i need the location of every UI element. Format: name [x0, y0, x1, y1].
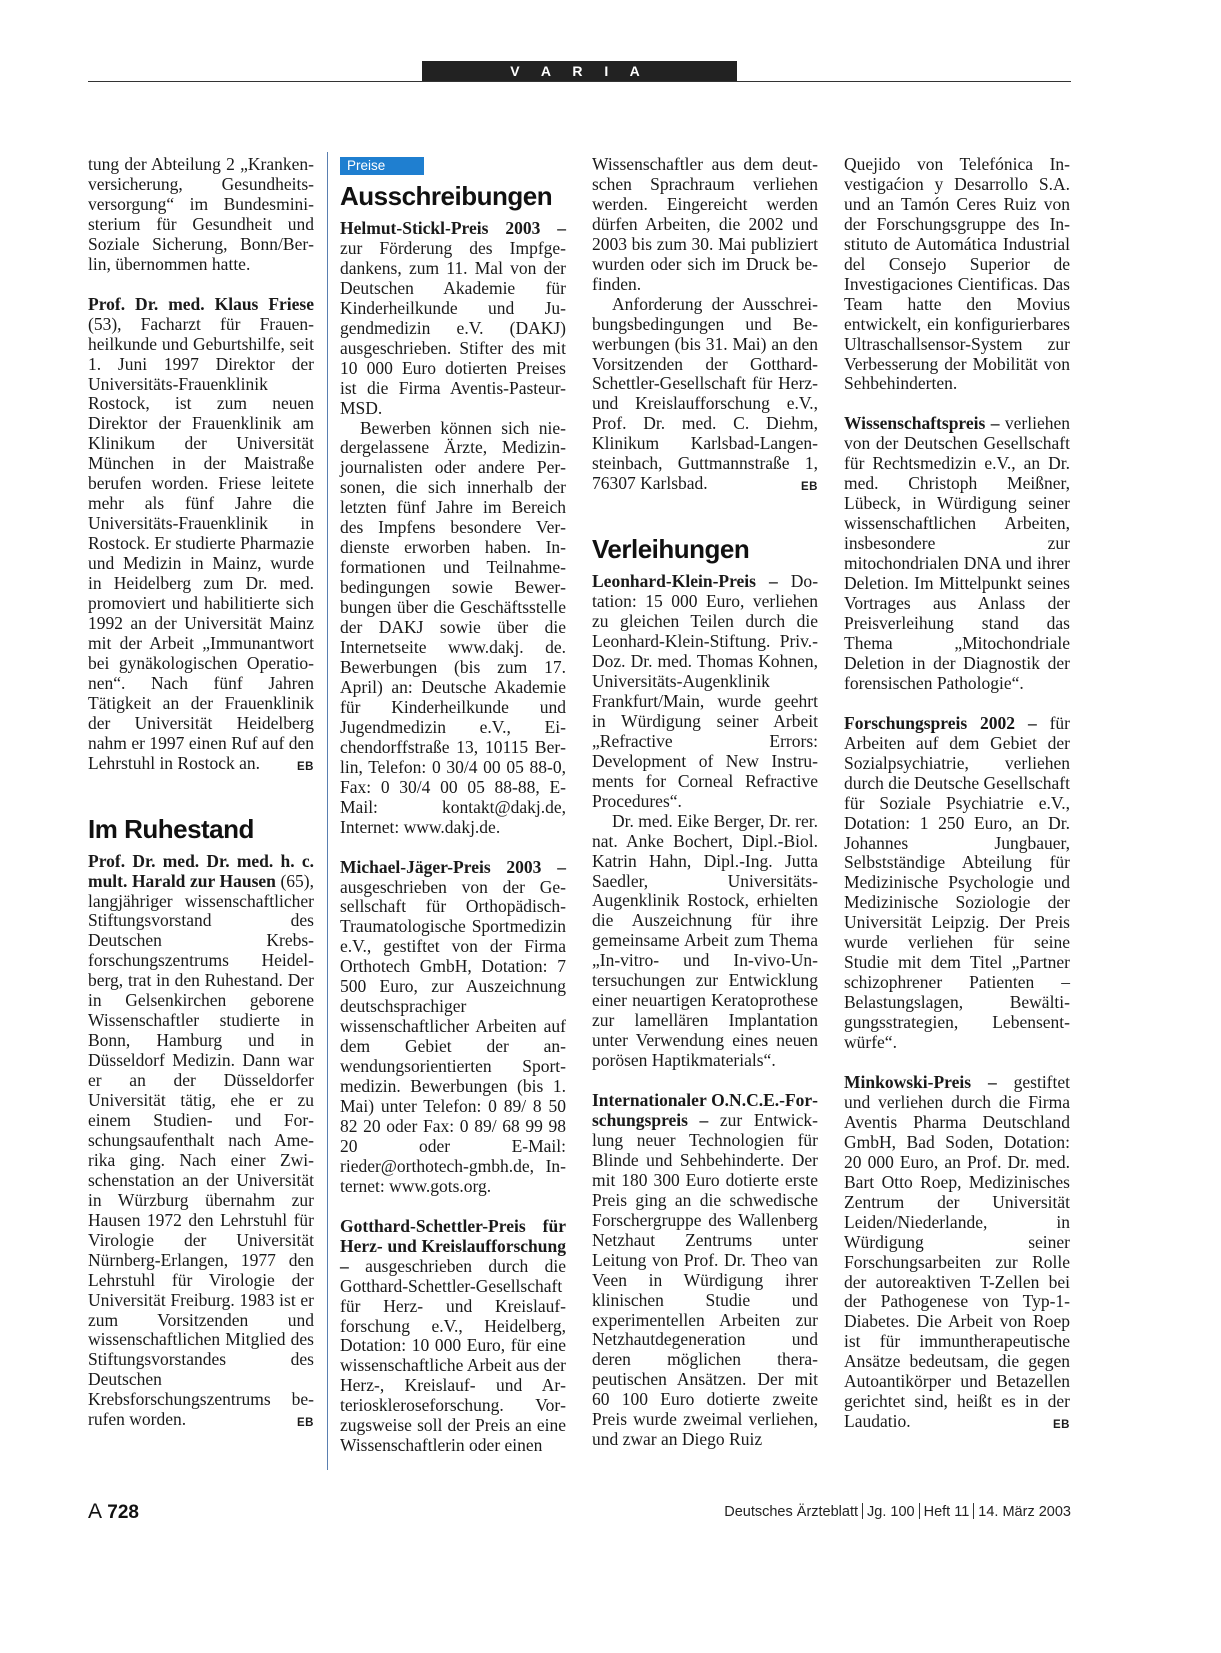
- section-label: V A R I A: [422, 61, 737, 81]
- author-mark: EB: [297, 760, 314, 773]
- paragraph-text: für Arbeiten auf dem Gebiet der Sozialpsychiatrie, verliehen durch die Deutsche Gesellschaft für Soziale Psychiatrie e.V., Dotation: 1 250 Euro, an Dr. Johannes Jungbauer, Selbstständige Abteilung für Medizinische Psychologie und Medizinische Soziologie der Universität Leipzig. Der Preis wurde verliehen für seine Studie mit dem Titel „Partner schizophrener Patienten – Belastungslagen, Bewältigungsstrategien, Lebensentwürfe“.: [844, 712, 1070, 1053]
- prize-name: Internationaler O.N.C.E.-Forschungspreis –: [592, 1090, 818, 1130]
- column-2: [340, 155, 566, 1456]
- header-rule: [88, 81, 1071, 82]
- author-mark: EB: [801, 481, 818, 494]
- page-prefix: A: [88, 1500, 103, 1523]
- paragraph-text: (65), langjähriger wissenschaftlicher Stiftungsvorstand des Deutschen Krebsforschungszentrums Heidelberg, trat in den Ruhestand. Der in Gelsenkirchen geborene Wissenschaftler studierte in Bonn, Hamburg und in Düsseldorf Medizin. Dann war er an der Düsseldorfer Universität tätig, ehe er zu einem Studien- und Forschungsaufenthalt nach Amerika ging. Nach einer Zwischenstation an der Universität in Würzburg übernahm zur Hausen 1972 den Lehrstuhl für Virologie der Universität Nürnberg-Erlangen, 1977 den Lehrstuhl für Virologie der Universität Freiburg. 1983 ist er zum Vorsitzenden und wissenschaftlichen Mitglied des Stiftungsvorstandes des Deutschen Krebsforschungszentrums berufen worden.: [88, 870, 314, 1430]
- separator: [919, 1503, 920, 1519]
- paragraph: [844, 414, 1070, 693]
- column-1: [88, 155, 314, 1434]
- section-heading: Verleihungen: [592, 534, 750, 565]
- paragraph: tung der Abteilung 2 „Krankenversicherung, Gesundheitsversorgung“ im Bundesministerium für Gesundheit und Soziale Sicherung, Bonn/Berlin, übernommen hatte.: [88, 154, 314, 274]
- separator: [862, 1503, 863, 1519]
- paragraph: [88, 295, 314, 774]
- paragraph-text: Anforderung der Ausschreibungsbedingungen und Bewerbungen (bis 31. Mai) an den Vorsitzenden der Gotthard-Schettler-Gesellschaft für Herz- und Kreislaufforschung e.V., Prof. Dr. med. C. Diehm, Klinikum Karlsbad-Langensteinbach, Guttmannstraße 1, 76307 Karlsbad.: [592, 293, 818, 494]
- paragraph-text: (53), Facharzt für Frauenheilkunde und Geburtshilfe, seit 1. Juni 1997 Direktor der Universitäts-Frauenklinik Rostock, ist zum neuen Direktor der Frauenklinik am Klinikum der Universität München in der Maistraße berufen worden. Friese leitete mehr als fünf Jahre die Universitäts-Frauenklinik in Rostock. Er studierte Pharmazie und Medizin in Mainz, wurde in Heidelberg zum Dr. med. promoviert und habilitierte sich 1992 an der Universität Mainz mit der Arbeit „Immunantwort bei gynäkologischen Operationen“. Nach fünf Jahren Tätigkeit an der Frauenklinik der Universität Heidelberg nahm er 1997 einen Ruf auf den Lehrstuhl in Rostock an.: [88, 313, 314, 773]
- page-number: [88, 1500, 139, 1524]
- paragraph: Bewerben können sich niedergelassene Ärzte, Medizinjournalisten oder andere Personen, die sich innerhalb der letzten fünf Jahre im Bereich des Impfens besondere Verdienste erworben haben. Informationen und Teilnahmebedingungen sowie Bewerbungen über die Geschäftsstelle der DAKJ sowie über die Internetseite www.dakj. de. Bewerbungen (bis zum 17. April) an: Deutsche Akademie für Kinderheilkunde und Jugendmedizin e.V., Eichendorffstraße 13, 10115 Berlin, Telefon: 0 30/4 00 05 88-0, Fax: 0 30/4 00 05 88-88, E-Mail: kontakt@dakj.de, Internet: www.dakj.de.: [340, 417, 566, 837]
- paragraph-text: zur Entwicklung neuer Technologien für Blinde und Sehbehinderte. Der mit 180 300 Euro dotierte erste Preis ging an die schwedische Forschergruppe des Wallenberg Netzhaut Zentrums unter Leitung von Prof. Dr. Theo van Veen in Würdigung ihrer klinischen Studie und experimentellen Arbeiten zur Netzhautdegeneration und deren möglichen therapeutischen Ansätzen. Der mit 60 100 Euro dotierte zweite Preis wurde zweimal verliehen, und zwar an Diego Ruiz: [592, 1109, 818, 1450]
- journal-volume: Jg. 100: [867, 1504, 915, 1520]
- journal-date: 14. März 2003: [978, 1504, 1071, 1520]
- section-heading: Im Ruhestand: [88, 813, 254, 844]
- paragraph-text: gestiftet und verliehen durch die Firma Aventis Pharma Deutschland GmbH, Bad Soden, Dotation: 20 000 Euro, an Prof. Dr. med. Bart Otto Roep, Medizinisches Zentrum der Universität Leiden/Niederlande, in Würdigung seiner Forschungsarbeiten zur Rolle der autoreaktiven T-Zellen bei der Pathogenese von Typ-1-Diabetes. Die Arbeit von Roep ist für immuntherapeutische Ansätze bedeutsam, die gegen Autoantikörper und Betazellen gerichtet sind, heißt es in der Laudatio.: [844, 1071, 1071, 1432]
- paragraph: Quejido von Telefónica Investigaćion y Desarrollo S.A. und an Tamón Ceres Ruiz von der Forschungsgruppe des Instituto de Automática Industrial del Consejo Superior de Investigaciones Cientificas. Das Team hatte den Movius entwickelt, ein konfigurierbares Ultraschallsensor-System zur Verbesserung der Mobilität von Sehbehinderten.: [844, 154, 1070, 394]
- paragraph: [88, 852, 314, 1431]
- paragraph: Wissenschaftler aus dem deutschen Sprachraum verliehen werden. Eingereicht werden dürfen Arbeiten, die 2002 und 2003 bis zum 30. Mai publiziert wurden oder sich im Druck befinden.: [592, 154, 818, 294]
- prize-name: Leonhard-Klein-Preis –: [592, 571, 778, 592]
- column-divider: [327, 152, 328, 1470]
- paragraph: [340, 858, 566, 1197]
- paragraph: [340, 219, 566, 419]
- page-number-value: 728: [107, 1502, 139, 1523]
- prize-name: Helmut-Stickl-Preis 2003 –: [340, 218, 566, 238]
- paragraph-text: verliehen von der Deutschen Gesellschaft für Rechtsmedizin e.V., an Dr. med. Christoph Meißner, Lübeck, in Würdigung seiner wissenschaftlichen Arbeiten, insbesondere zur mitochondrialen DNA und ihrer Deletion. Im Mittelpunkt seines Vortrages aus Anlass der Preisverleihung stand das Thema „Mitochondriale Deletion in der Diagnostik der forensischen Pathologie“.: [844, 413, 1070, 693]
- paragraph-text: ausgeschrieben von der Gesellschaft für Orthopädisch-Traumatologische Sportmedizin e.V., gestiftet von der Firma Orthotech GmbH, Dotation: 7 500 Euro, zur Auszeichnung deutschsprachiger wissenschaftlicher Arbeiten auf dem Gebiet der anwendungsorientierten Sportmedizin. Bewerbungen (bis 1. Mai) unter Telefon: 0 89/ 8 50 82 20 oder Fax: 0 89/ 68 99 98 20 oder E-Mail: rieder@orthotech-gmbh.de, Internet: www.gots.org.: [340, 876, 566, 1196]
- person-name: Prof. Dr. med. Dr. med. h. c. mult. Harald zur Hausen: [88, 850, 314, 891]
- paragraph: [592, 1091, 818, 1450]
- separator: [973, 1503, 974, 1519]
- paragraph: [844, 714, 1070, 1053]
- journal-info: [724, 1503, 1071, 1520]
- paragraph-text: ausgeschrieben durch die Gotthard-Schettler-Gesellschaft für Herz- und Kreislaufforschung e.V., Heidelberg, Dotation: 10 000 Euro, für eine wissenschaftliche Arbeit aus der Herz-, Kreislauf- und Arterioskleroseforschung. Vorzugsweise soll der Preis an eine Wissenschaftlerin oder einen: [340, 1255, 566, 1456]
- category-tag: Preise: [340, 157, 424, 175]
- column-3: [592, 155, 818, 1450]
- journal-name: Deutsches Ärzteblatt: [724, 1504, 859, 1520]
- prize-name: Wissenschaftspreis –: [844, 413, 1000, 434]
- paragraph-text: Dotation: 15 000 Euro, verliehen zu gleichen Teilen durch die Leonhard-Klein-Stiftung. Priv.-Doz. Dr. med. Thomas Kohnen, Universitäts-Augenklinik Frankfurt/Main, wurde geehrt in Würdigung seiner Arbeit „Refractive Errors: Development of New Instruments for Corneal Refractive Procedures“.: [592, 571, 819, 811]
- prize-name: Forschungspreis 2002 –: [844, 712, 1037, 733]
- prize-name: Minkowski-Preis –: [844, 1071, 997, 1092]
- prize-name: Gotthard-Schettler-Preis für Herz- und Kreislaufforschung –: [340, 1215, 566, 1276]
- journal-issue: Heft 11: [923, 1504, 970, 1520]
- prize-name: Michael-Jäger-Preis 2003 –: [340, 856, 566, 877]
- paragraph: [340, 1217, 566, 1456]
- paragraph: Dr. med. Eike Berger, Dr. rer. nat. Anke Bochert, Dipl.-Biol. Katrin Hahn, Dipl.-Ing. Jutta Saedler, Universitäts-Augenklinik Rostock, erhielten die Auszeichnung für ihre gemeinsame Arbeit zum Thema „In-vitro- und In-vivo-Untersuchungen zur Entwicklung einer neuartigen Keratoprothese zur lamellären Implantation unter Verwendung eines neuen porösen Haptikmaterials“.: [592, 810, 819, 1071]
- person-name: Prof. Dr. med. Klaus Friese: [88, 293, 314, 314]
- author-mark: EB: [297, 1417, 314, 1430]
- author-mark: EB: [1053, 1419, 1070, 1432]
- paragraph: [844, 1073, 1070, 1432]
- column-4: [844, 155, 1070, 1436]
- paragraph: [592, 295, 818, 495]
- paragraph: [592, 572, 818, 811]
- paragraph-text: zur Förderung des Impfgedankens, zum 11. Mal von der Deutschen Akademie für Kinderheilkunde und Jugendmedizin e.V. (DAKJ) ausgeschrieben. Stifter des mit 10 000 Euro dotierten Preises ist die Firma Aventis-Pasteur-MSD.: [340, 237, 566, 418]
- section-heading: Ausschreibungen: [340, 181, 553, 211]
